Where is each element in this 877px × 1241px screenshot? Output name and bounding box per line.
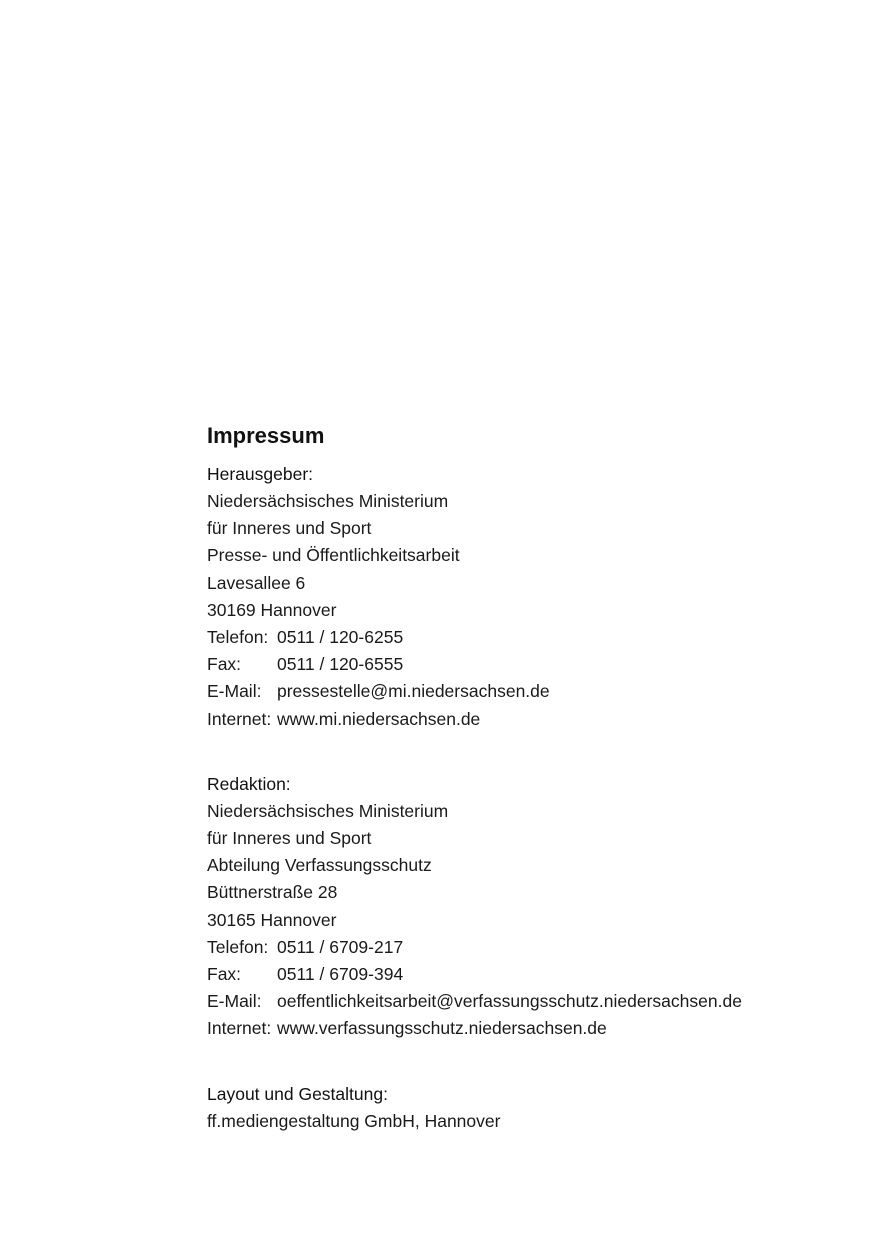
publisher-address-line: Lavesallee 6 (207, 572, 306, 593)
publisher-internet-row (207, 706, 827, 733)
editorial-address-line: Abteilung Verfassungsschutz (207, 855, 432, 876)
layout-credit-line: ff.mediengestaltung GmbH, Hannover (207, 1110, 501, 1131)
publisher-address-line: 30169 Hannover (207, 599, 337, 620)
editorial-fax-row (207, 961, 827, 988)
email-label: E-Mail: (207, 681, 262, 702)
editorial-phone-row (207, 934, 827, 961)
editorial-email-row (207, 988, 827, 1015)
editorial-address-line: Büttnerstraße 28 (207, 882, 338, 903)
internet-value: www.mi.niedersachsen.de (277, 708, 481, 729)
editorial-internet-row (207, 1015, 827, 1042)
publisher-heading: Herausgeber: (207, 464, 314, 484)
fax-label: Fax: (207, 964, 242, 985)
layout-heading: Layout und Gestaltung: (207, 1083, 388, 1104)
publisher-address-line: Presse- und Öffentlichkeitsarbeit (207, 545, 460, 566)
layout-section (207, 1081, 827, 1135)
fax-value: 0511 / 120-6555 (277, 654, 404, 675)
phone-label: Telefon: (207, 936, 269, 957)
fax-value: 0511 / 6709-394 (277, 964, 404, 985)
internet-label: Internet: (207, 1018, 272, 1039)
phone-value: 0511 / 6709-217 (277, 936, 404, 957)
page-title: Impressum (207, 423, 325, 448)
phone-value: 0511 / 120-6255 (277, 627, 404, 648)
publisher-phone-row (207, 624, 827, 651)
editorial-address-line: 30165 Hannover (207, 909, 337, 930)
publisher-fax-row (207, 651, 827, 678)
publisher-email-row (207, 678, 827, 705)
editorial-address-line: Niedersächsisches Ministerium (207, 800, 449, 821)
email-label: E-Mail: (207, 991, 262, 1012)
fax-label: Fax: (207, 654, 242, 675)
publisher-section (207, 461, 827, 733)
publisher-address-line: Niedersächsisches Ministerium (207, 491, 449, 511)
editorial-section (207, 771, 827, 1043)
editorial-heading: Redaktion: (207, 773, 291, 794)
phone-label: Telefon: (207, 627, 269, 648)
editorial-address-line: für Inneres und Sport (207, 828, 372, 849)
publisher-address-line: für Inneres und Sport (207, 518, 372, 539)
internet-value: www.verfassungsschutz.niedersachsen.de (277, 1018, 607, 1039)
internet-label: Internet: (207, 708, 272, 729)
email-value: oeffentlichkeitsarbeit@verfassungsschutz.niedersachsen.de (277, 991, 742, 1012)
imprint-block (207, 421, 827, 1173)
email-value: pressestelle@mi.niedersachsen.de (277, 681, 550, 702)
